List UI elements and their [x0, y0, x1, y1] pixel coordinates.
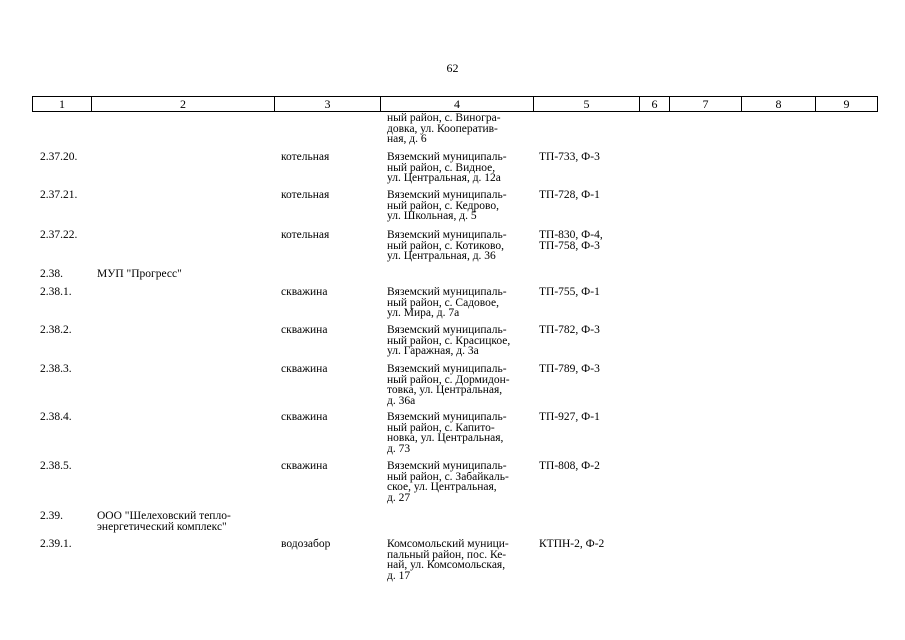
- object-type: скважина: [281, 286, 328, 298]
- address-line: ный район, с. Виногра-: [387, 112, 501, 124]
- substation-cell: [539, 539, 649, 550]
- substation-line: ТП-782, Ф-3: [539, 324, 600, 336]
- organization-name: [97, 511, 272, 532]
- address-line: д. 73: [387, 442, 411, 455]
- address-line: ный район, с. Забайкаль-: [387, 470, 509, 483]
- address-line: довка, ул. Кооператив-: [387, 122, 498, 135]
- object-type: скважина: [281, 460, 328, 472]
- object-type: водозабор: [281, 538, 331, 550]
- page-number: 62: [446, 61, 459, 75]
- address-line: ный район, с. Дормидон-: [387, 373, 510, 386]
- substation-line: ТП-830, Ф-4,: [539, 229, 603, 241]
- column-header-2: 2: [92, 97, 275, 112]
- organization-name-line: энергетический комплекс": [97, 520, 227, 533]
- object-type: скважина: [281, 411, 328, 423]
- address-line: ный район, с. Видное,: [387, 161, 496, 174]
- address-line: Вяземский муниципаль-: [387, 189, 507, 201]
- object-type: котельная: [281, 189, 330, 201]
- object-type: скважина: [281, 363, 328, 375]
- table-body: [32, 113, 877, 640]
- row-number: 2.38.4.: [40, 411, 72, 423]
- substation-line: ТП-758, Ф-3: [539, 239, 600, 252]
- row-number: 2.37.21.: [40, 189, 78, 201]
- organization-name-line: ООО "Шелеховский тепло-: [97, 510, 231, 522]
- substation-cell: [539, 152, 649, 163]
- row-number: 2.37.22.: [40, 229, 78, 241]
- section-number: 2.39.: [40, 510, 63, 522]
- address-line: ный район, с. Котиково,: [387, 239, 505, 252]
- substation-cell: [539, 287, 649, 298]
- address-cell: [387, 325, 537, 357]
- row-number: 2.39.1.: [40, 538, 72, 550]
- address-line: пальный район, пос. Ке-: [387, 548, 507, 561]
- address-cell: [387, 190, 537, 222]
- address-cell: [387, 461, 537, 503]
- substation-cell: [539, 190, 649, 201]
- address-line: д. 27: [387, 491, 411, 504]
- address-line: новка, ул. Центральная,: [387, 432, 504, 444]
- address-line: товка, ул. Центральная,: [387, 384, 503, 396]
- organization-name: [97, 269, 272, 280]
- address-line: Вяземский муниципаль-: [387, 460, 507, 472]
- column-header-4: 4: [381, 97, 534, 112]
- row-number: 2.37.20.: [40, 151, 78, 163]
- section-number: 2.38.: [40, 268, 63, 280]
- address-line: ный район, с. Капито-: [387, 421, 495, 434]
- row-number: 2.38.3.: [40, 363, 72, 375]
- address-cell: [387, 539, 537, 581]
- address-cell: [387, 287, 537, 319]
- address-line: ная, д. 6: [387, 133, 427, 145]
- address-line: Комсомольский муници-: [387, 538, 509, 550]
- address-line: ул. Гаражная, д. 3а: [387, 345, 479, 357]
- object-type: котельная: [281, 151, 330, 163]
- substation-line: ТП-927, Ф-1: [539, 411, 600, 423]
- column-header-table: [32, 96, 878, 112]
- object-type: котельная: [281, 229, 330, 241]
- address-line: ный район, с. Кедрово,: [387, 199, 499, 212]
- address-line: Вяземский муниципаль-: [387, 229, 507, 241]
- address-line: ул. Школьная, д. 5: [387, 210, 477, 222]
- row-number: 2.38.2.: [40, 324, 72, 336]
- column-header-row: [33, 97, 878, 112]
- address-line: ское, ул. Центральная,: [387, 481, 497, 493]
- substation-cell: [539, 461, 649, 472]
- column-header-6: 6: [640, 97, 670, 112]
- address-line: Вяземский муниципаль-: [387, 286, 507, 298]
- address-line: ул. Центральная, д. 36: [387, 250, 496, 262]
- column-header-1: 1: [33, 97, 92, 112]
- organization-name-line: МУП "Прогресс": [97, 268, 182, 280]
- substation-line: ТП-808, Ф-2: [539, 460, 600, 472]
- address-line: д. 36а: [387, 394, 416, 407]
- column-header-5: 5: [534, 97, 640, 112]
- substation-line: КТПН-2, Ф-2: [539, 538, 605, 550]
- address-line: ул. Центральная, д. 12а: [387, 172, 501, 184]
- address-line: Вяземский муниципаль-: [387, 363, 507, 375]
- column-header-9: 9: [816, 97, 878, 112]
- column-header-8: 8: [742, 97, 816, 112]
- substation-cell: [539, 364, 649, 375]
- column-header-3: 3: [275, 97, 381, 112]
- address-line: Вяземский муниципаль-: [387, 324, 507, 336]
- substation-cell: [539, 230, 649, 251]
- substation-line: ТП-733, Ф-3: [539, 151, 600, 163]
- row-number: 2.38.1.: [40, 286, 72, 298]
- address-line: Вяземский муниципаль-: [387, 151, 507, 163]
- address-line: Вяземский муниципаль-: [387, 411, 507, 423]
- substation-cell: [539, 412, 649, 423]
- substation-line: ТП-728, Ф-1: [539, 189, 600, 201]
- address-line: ный район, с. Садовое,: [387, 296, 500, 309]
- column-header-7: 7: [670, 97, 742, 112]
- address-cell: [387, 152, 537, 184]
- address-line: ный район, с. Красицкое,: [387, 334, 511, 347]
- substation-line: ТП-755, Ф-1: [539, 286, 600, 298]
- address-line: ул. Мира, д. 7а: [387, 307, 460, 319]
- address-cell: [387, 364, 537, 406]
- object-type: скважина: [281, 324, 328, 336]
- address-line: най, ул. Комсомольская,: [387, 559, 506, 571]
- row-number: 2.38.5.: [40, 460, 72, 472]
- substation-line: ТП-789, Ф-3: [539, 363, 600, 375]
- substation-cell: [539, 325, 649, 336]
- address-cell: [387, 412, 537, 454]
- address-line: д. 17: [387, 569, 411, 582]
- address-cell: [387, 113, 537, 145]
- address-cell: [387, 230, 537, 262]
